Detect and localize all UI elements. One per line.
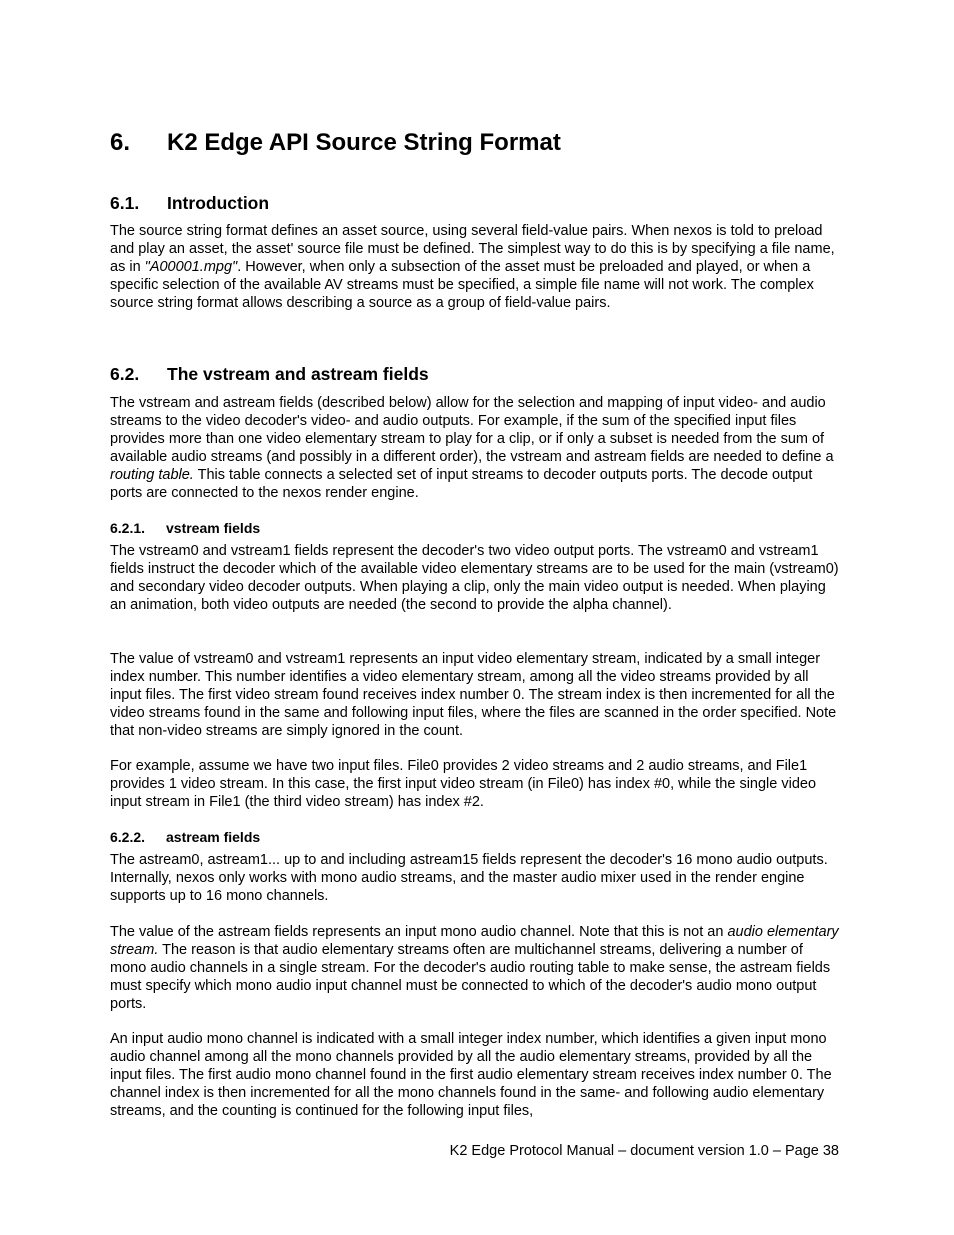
chapter-title: K2 Edge API Source String Format (167, 129, 561, 156)
vstream-paragraph-2: The value of vstream0 and vstream1 represents an input video elementary stream, indicated by a small integer index number. This number identifies a video elementary stream, among all the video streams provided by all input files. The first video stream found receives index number 0. The stream index is then incremented for all the video streams found in the same and following input files, where the files are scanned in the order specified. Note that non-video streams are simply ignored in the count. (110, 651, 837, 739)
text-run: The source string format defines an asset source, using several field-value pairs. When nexos is told to preload and play an asset, the asset' source file must be defined. The simplest way to do this is by specifying a file name, as in (110, 223, 835, 275)
filename-example: "A00001.mpg" (144, 259, 238, 275)
vstream-astream-paragraph (110, 394, 842, 502)
audio-elementary-stream-term: audio elementary stream. (110, 924, 839, 958)
subsection-heading-vstream (110, 520, 842, 536)
astream-paragraph-1: The astream0, astream1... up to and including astream15 fields represent the decoder's 16 mono audio outputs. Internally, nexos only works with mono audio streams, and the master audio mixer used in the render engine supports up to 16 mono channels. (110, 852, 828, 904)
section-title: The vstream and astream fields (167, 364, 429, 384)
section-number: 6.1. (110, 193, 140, 213)
vstream-paragraph-1: The vstream0 and vstream1 fields represent the decoder's two video output ports. The vstream0 and vstream1 fields instruct the decoder which of the available video elementary streams are to be used for the main (vstream0) and secondary video decoder outputs. When playing a clip, only the main video output is needed. When playing an animation, both video outputs are needed (the second to provide the alpha channel). (110, 543, 839, 613)
text-run: . However, when only a subsection of the asset must be preloaded and played, or when a specific selection of the available AV streams must be specified, a simple file name will not work. The complex source string format allows describing a source as a group of field-value pairs. (110, 259, 814, 311)
subsection-heading-astream (110, 829, 842, 845)
intro-paragraph (110, 222, 842, 312)
chapter-number: 6. (110, 129, 131, 156)
section-number: 6.2. (110, 364, 140, 384)
chapter-heading (110, 129, 561, 157)
section-title: Introduction (167, 193, 270, 213)
text-run: The vstream and astream fields (described below) allow for the selection and mapping of input video- and audio streams to the video decoder's video- and audio outputs. For example, if the sum of the specified input files provides more than one video elementary stream to play for a clip, or if only a subset is needed from the sum of available audio streams (and possibly in a different order), the vstream and astream fields are needed to define a (110, 395, 834, 465)
routing-table-term: routing table. (110, 467, 194, 483)
section-heading-vstream-astream (110, 364, 842, 385)
astream-paragraph-2 (110, 923, 842, 1013)
vstream-paragraph-3: For example, assume we have two input files. File0 provides 2 video streams and 2 audio streams, and File1 provides 1 video stream. In this case, the first input video stream (in File0) has index #0, while the single video input stream in File1 (the third video stream) has index #2. (110, 758, 817, 810)
subsection-number: 6.2.2. (110, 829, 146, 845)
subsection-title: astream fields (166, 829, 261, 845)
subsection-number: 6.2.1. (110, 520, 146, 536)
section-heading-introduction (110, 193, 842, 214)
page-footer: K2 Edge Protocol Manual – document version 1.0 – Page 38 (449, 1143, 839, 1159)
astream-paragraph-3: An input audio mono channel is indicated with a small integer index number, which identifies a given input mono audio channel among all the mono channels provided by all the audio elementary streams, provided by all the input files. The first audio mono channel found in the first audio elementary stream receives index number 0. The channel index is then incremented for all the mono channels found in the same- and following audio elementary streams, and the counting is continued for the following input files, (110, 1031, 832, 1119)
text-run: The value of the astream fields represents an input mono audio channel. Note that this is not an (110, 924, 728, 940)
subsection-title: vstream fields (166, 520, 261, 536)
text-run: This table connects a selected set of input streams to decoder outputs ports. The decode output ports are connected to the nexos render engine. (110, 467, 813, 501)
text-run: The reason is that audio elementary streams often are multichannel streams, delivering a number of mono audio channels in a single stream. For the decoder's audio routing table to make sense, the astream fields must specify which mono audio input channel must be connected to which of the decoder's audio mono output ports. (110, 942, 831, 1012)
